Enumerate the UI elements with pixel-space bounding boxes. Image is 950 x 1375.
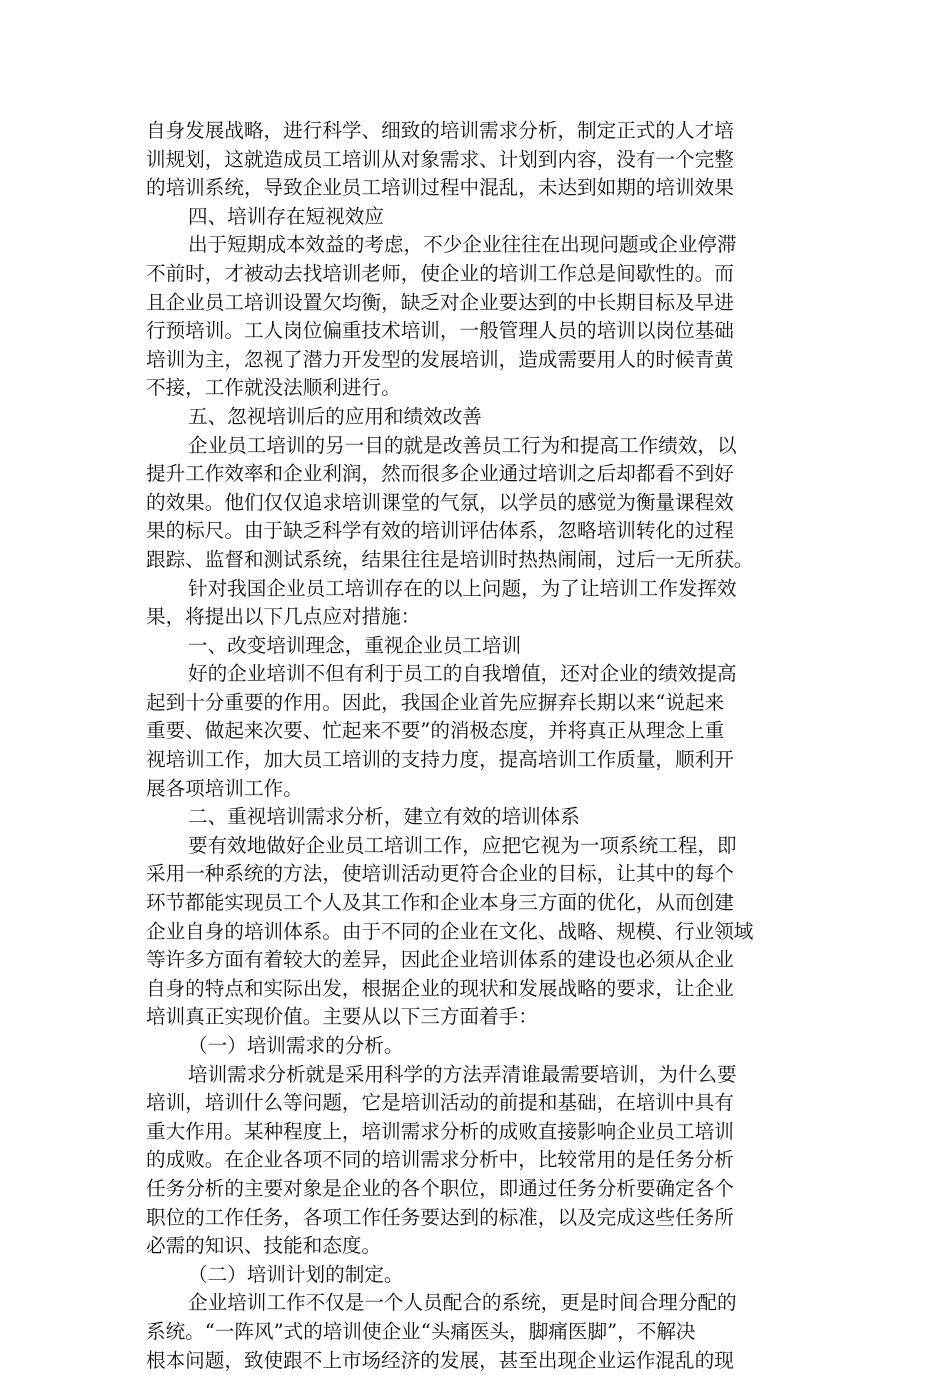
text-line: 自身发展战略，进行科学、细致的培训需求分析，制定正式的人才培 xyxy=(146,119,734,142)
text-line: （一）培训需求的分析。 xyxy=(188,1034,404,1057)
text-line: 企业员工培训的另一目的就是改善员工行为和提高工作绩效，以 xyxy=(188,433,737,457)
text-line: 好的企业培训不但有利于员工的自我增值，还对企业的绩效提高 xyxy=(188,662,737,686)
document-body xyxy=(146,117,810,1375)
text-line: 企业自身的培训体系。由于不同的企业在文化、战略、规模、行业领域 xyxy=(146,919,754,943)
text-line: 培训为主，忽视了潜力开发型的发展培训，造成需要用人的时候青黄 xyxy=(146,347,734,371)
text-line: 二、重视培训需求分析，建立有效的培训体系 xyxy=(188,805,580,829)
text-line: 提升工作效率和企业利润，然而很多企业通过培训之后却都看不到好 xyxy=(146,462,734,486)
text-line: 任务分析的主要对象是企业的各个职位，即通过任务分析要确定各个 xyxy=(146,1176,734,1200)
text-line: 视培训工作，加大员工培训的支持力度，提高培训工作质量，顺利开 xyxy=(146,748,734,772)
text-line: 培训需求分析就是采用科学的方法弄清谁最需要培训，为什么要 xyxy=(188,1062,737,1086)
text-line: 不接，工作就没法顺利进行。 xyxy=(146,376,401,400)
text-line: 培训，培训什么等问题，它是培训活动的前提和基础，在培训中具有 xyxy=(146,1091,734,1115)
text-line: 一、改变培训理念，重视企业员工培训 xyxy=(188,633,522,657)
text-line: 训规划，这就造成员工培训从对象需求、计划到内容，没有一个完整 xyxy=(146,147,734,171)
text-line: 必需的知识、技能和态度。 xyxy=(146,1234,382,1258)
text-line: 且企业员工培训设置欠均衡，缺乏对企业要达到的中长期目标及早进 xyxy=(146,290,734,314)
text-line: 果，将提出以下几点应对措施： xyxy=(146,605,421,629)
text-line: 展各项培训工作。 xyxy=(146,776,303,800)
text-line: 重大作用。某种程度上，培训需求分析的成败直接影响企业员工培训 xyxy=(146,1119,734,1143)
text-line: 出于短期成本效益的考虑，不少企业往往在出现问题或企业停滞 xyxy=(188,233,737,257)
text-line: 环节都能实现员工个人及其工作和企业本身三方面的优化，从而创建 xyxy=(146,891,734,915)
text-line: 四、培训存在短视效应 xyxy=(188,204,384,228)
text-line: 跟踪、监督和测试系统，结果往往是培训时热热闹闹，过后一无所获。 xyxy=(146,547,754,571)
text-line: 五、忽视培训后的应用和绩效改善 xyxy=(188,404,482,428)
text-line: 的效果。他们仅仅追求培训课堂的气氛，以学员的感觉为衡量课程效 xyxy=(146,490,734,514)
text-line: 采用一种系统的方法，使培训活动更符合企业的目标，让其中的每个 xyxy=(146,862,734,886)
text-line: 系统。“一阵风”式的培训使企业“头痛医头，脚痛医脚”，不解决 xyxy=(146,1319,696,1343)
text-line: 不前时，才被动去找培训老师，使企业的培训工作总是间歇性的。而 xyxy=(146,261,734,285)
text-line: 职位的工作任务，各项工作任务要达到的标准，以及完成这些任务所 xyxy=(146,1205,734,1229)
text-line: 针对我国企业员工培训存在的以上问题，为了让培训工作发挥效 xyxy=(188,576,737,600)
text-line: 果的标尺。由于缺乏科学有效的培训评估体系，忽略培训转化的过程 xyxy=(146,519,734,543)
text-line: 的成败。在企业各项不同的培训需求分析中，比较常用的是任务分析 xyxy=(146,1148,734,1172)
text-line: 根本问题，致使跟不上市场经济的发展，甚至出现企业运作混乱的现 xyxy=(146,1348,734,1372)
text-line: 要有效地做好企业员工培训工作，应把它视为一项系统工程，即 xyxy=(188,833,737,857)
text-line: 重要、做起来次要、忙起来不要”的消极态度，并将真正从理念上重 xyxy=(146,719,725,743)
text-line: （二）培训计划的制定。 xyxy=(188,1262,404,1286)
text-line: 起到十分重要的作用。因此，我国企业首先应摒弃长期以来“说起来 xyxy=(146,690,725,714)
text-line: 的培训系统，导致企业员工培训过程中混乱，未达到如期的培训效果 xyxy=(146,176,734,200)
text-line: 企业培训工作不仅是一个人员配合的系统，更是时间合理分配的 xyxy=(188,1291,737,1315)
text-line: 培训真正实现价值。主要从以下三方面着手： xyxy=(146,1005,538,1029)
text-line: 自身的特点和实际出发，根据企业的现状和发展战略的要求，让企业 xyxy=(146,976,734,1000)
text-line: 行预培训。工人岗位偏重技术培训，一般管理人员的培训以岗位基础 xyxy=(146,319,734,343)
text-line: 等许多方面有着较大的差异，因此企业培训体系的建设也必须从企业 xyxy=(146,948,734,972)
